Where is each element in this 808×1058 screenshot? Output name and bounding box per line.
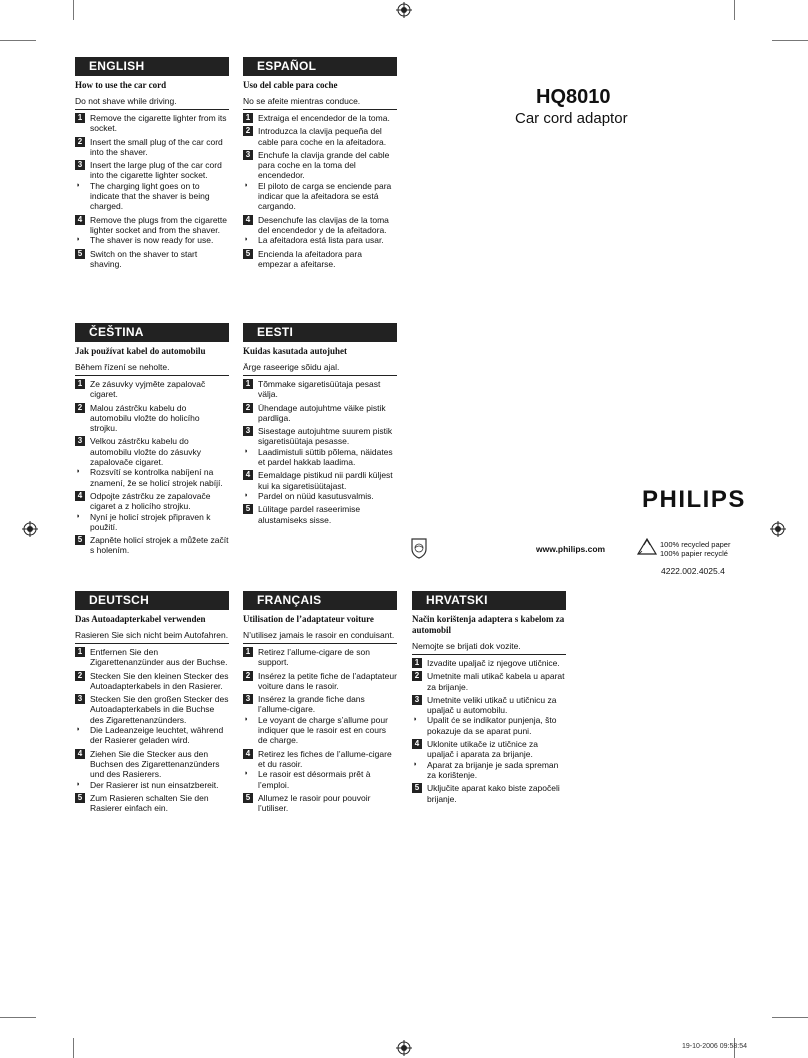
step-number: 5 <box>243 504 253 514</box>
step-number: 4 <box>75 215 85 225</box>
step-item <box>75 215 229 236</box>
result-item <box>243 235 397 245</box>
crop-mark <box>0 1017 36 1018</box>
step-text: Stecken Sie den kleinen Stecker des Autoadapterkabels in den Rasierer. <box>90 670 229 691</box>
step-item <box>243 379 397 400</box>
step-text: Stecken Sie den großen Stecker des Autoadapterkabels in die Buchse des Zigarettenanzünders. <box>90 694 229 725</box>
step-number: 1 <box>243 379 253 389</box>
section-title: ENGLISH <box>75 57 229 76</box>
step-item <box>75 535 229 556</box>
step-number: 4 <box>412 739 422 749</box>
step-number: 4 <box>75 749 85 759</box>
step-number: 1 <box>243 647 253 657</box>
step-number: 3 <box>412 695 422 705</box>
registration-mark-icon <box>396 2 412 18</box>
bullet-icon: ◗ <box>76 726 81 734</box>
section-english <box>75 57 229 269</box>
crop-mark <box>734 0 735 20</box>
step-number: 3 <box>75 436 85 446</box>
section-eesti <box>243 323 397 525</box>
step-text: Enchufe la clavija grande del cable para coche en la toma del encendedor. <box>258 149 390 181</box>
step-item <box>75 137 229 158</box>
model-number: HQ8010 <box>536 86 611 108</box>
step-text: Nyní je holicí strojek připraven k použití. <box>90 511 211 532</box>
result-item <box>243 181 397 212</box>
section-title: FRANÇAIS <box>243 591 397 610</box>
step-item <box>412 695 566 716</box>
step-text: Desenchufe las clavijas de la toma del encendedor y de la afeitadora. <box>258 214 389 235</box>
result-item <box>75 181 229 212</box>
step-item <box>75 436 229 467</box>
step-item <box>243 403 397 424</box>
bullet-icon: ◗ <box>76 236 81 244</box>
section-subtitle: Das Autoadapterkabel verwenden <box>75 614 206 624</box>
recycled-paper-note <box>660 540 730 558</box>
registration-mark-icon <box>22 521 38 537</box>
section-subtitle: Kuidas kasutada autojuhet <box>243 346 348 356</box>
step-item <box>243 249 397 270</box>
step-number: 1 <box>412 658 422 668</box>
step-number: 1 <box>243 113 253 123</box>
crop-mark <box>73 0 74 20</box>
step-text: Der Rasierer ist nun einsatzbereit. <box>90 779 219 790</box>
section-subtitle: Utilisation de l’adaptateur voiture <box>243 614 374 624</box>
step-text: The shaver is now ready for use. <box>90 235 214 246</box>
bullet-icon: ◗ <box>244 236 249 244</box>
step-text: Umetnite mali utikač kabela u aparat za brijanje. <box>427 671 565 692</box>
step-item <box>243 215 397 236</box>
step-text: El piloto de carga se enciende para indicar que la afeitadora se está cargando. <box>258 180 392 212</box>
step-item <box>243 470 397 491</box>
step-number: 1 <box>75 379 85 389</box>
step-number: 1 <box>75 647 85 657</box>
step-number: 5 <box>75 535 85 545</box>
step-number: 3 <box>243 694 253 704</box>
result-item <box>75 725 229 746</box>
step-text: Extraiga el encendedor de la toma. <box>258 113 390 123</box>
document-code: 4222.002.4025.4 <box>661 566 725 576</box>
step-text: Entfernen Sie den Zigarettenanzünder aus der Buchse. <box>90 647 228 668</box>
recycle-icon <box>636 537 658 557</box>
step-number: 2 <box>243 671 253 681</box>
step-text: Retirez l’allume-cigare de son support. <box>258 647 370 668</box>
step-item <box>243 694 397 715</box>
step-text: Remove the plugs from the cigarette lighter socket and from the shaver. <box>90 214 228 235</box>
step-item <box>75 671 229 692</box>
bullet-icon: ◗ <box>244 770 249 778</box>
step-text: Le rasoir est désormais prêt à l’emploi. <box>258 769 371 790</box>
step-item <box>412 739 566 760</box>
section-subtitle: Jak používat kabel do automobilu <box>75 346 206 356</box>
step-number: 2 <box>243 403 253 413</box>
step-item <box>75 113 229 134</box>
step-item <box>75 647 229 668</box>
step-text: Umetnite veliki utikač u utičnicu za upaljač u automobilu. <box>427 694 557 716</box>
step-number: 3 <box>75 694 85 704</box>
result-item <box>243 447 397 468</box>
section-subtitle: How to use the car cord <box>75 80 167 90</box>
section-hrvatski <box>412 591 566 804</box>
bullet-icon: ◗ <box>76 512 81 520</box>
crop-mark <box>772 1017 808 1018</box>
step-text: Tõmmake sigaretisüütaja pesast välja. <box>258 379 381 400</box>
step-text: Laadimistuli süttib põlema, näidates et pardel hakkab laadima. <box>258 446 393 468</box>
step-item <box>243 504 397 525</box>
result-item <box>243 715 397 746</box>
result-item <box>75 512 229 533</box>
step-text: Remove the cigarette lighter from its socket. <box>90 113 227 134</box>
step-number: 2 <box>75 403 85 413</box>
step-item <box>243 749 397 770</box>
step-number: 5 <box>75 793 85 803</box>
step-item <box>243 671 397 692</box>
step-text: Lülitage pardel raseerimise alustamiseks sisse. <box>258 504 361 525</box>
section-subtitle: Uso del cable para coche <box>243 80 338 90</box>
bullet-icon: ◗ <box>244 447 249 455</box>
step-text: La afeitadora está lista para usar. <box>258 235 384 246</box>
step-text: Insert the small plug of the car cord into the shaver. <box>90 136 223 157</box>
step-text: Insérez la grande fiche dans l’allume-cigare. <box>258 694 365 715</box>
step-number: 3 <box>243 426 253 436</box>
result-item <box>412 760 566 781</box>
print-timestamp: 19-10-2006 09:58:54 <box>682 1043 747 1050</box>
section-warning: Rasieren Sie sich nicht beim Autofahren. <box>75 630 229 644</box>
step-text: Zapněte holicí strojek a můžete začít s holením. <box>90 535 229 556</box>
step-item <box>75 379 229 400</box>
step-item <box>75 160 229 181</box>
step-text: Rozsvítí se kontrolka nabíjení na znamení, že se holicí strojek nabíjí. <box>90 467 223 488</box>
section-warning: Během řízení se neholte. <box>75 362 229 376</box>
step-text: Upalit će se indikator punjenja, što pokazuje da se aparat puni. <box>427 715 557 736</box>
bullet-icon: ◗ <box>413 716 418 724</box>
result-item <box>243 769 397 790</box>
recycled-paper-en: 100% recycled paper <box>660 540 731 549</box>
step-number: 5 <box>243 249 253 259</box>
step-text: Pardel on nüüd kasutusvalmis. <box>258 490 374 501</box>
section-warning: Ärge raseerige sõidu ajal. <box>243 362 397 376</box>
step-number: 5 <box>243 793 253 803</box>
bullet-icon: ◗ <box>244 491 249 499</box>
product-name: Car cord adaptor <box>515 110 628 127</box>
result-item <box>75 467 229 488</box>
step-item <box>243 126 397 147</box>
step-text: The charging light goes on to indicate that the shaver is being charged. <box>90 180 210 212</box>
step-text: Zum Rasieren schalten Sie den Rasierer einfach ein. <box>90 792 209 814</box>
step-number: 5 <box>412 783 422 793</box>
step-item <box>75 694 229 725</box>
step-text: Ziehen Sie die Stecker aus den Buchsen des Zigarettenanzünders und des Rasierers. <box>90 748 220 780</box>
step-item <box>243 647 397 668</box>
step-text: Uključite aparat kako biste započeli brijanje. <box>427 783 560 804</box>
website-url[interactable]: www.philips.com <box>536 544 606 554</box>
step-text: Insert the large plug of the car cord into the cigarette lighter socket. <box>90 160 222 181</box>
step-text: Encienda la afeitadora para empezar a afeitarse. <box>258 248 362 269</box>
section-warning: No se afeite mientras conduce. <box>243 96 397 110</box>
registration-mark-icon <box>396 1040 412 1056</box>
step-text: Sisestage autojuhtme suurem pistik sigaretisüütaja pesasse. <box>258 426 393 447</box>
bullet-icon: ◗ <box>76 780 81 788</box>
step-number: 4 <box>243 749 253 759</box>
philips-logo: PHILIPS <box>642 486 746 513</box>
step-item <box>75 749 229 780</box>
step-number: 4 <box>75 491 85 501</box>
section-subtitle: Način korištenja adaptera s kabelom za automobil <box>412 614 565 635</box>
result-item <box>243 491 397 501</box>
bullet-icon: ◗ <box>413 760 418 768</box>
section-francais <box>243 591 397 813</box>
section-cestina <box>75 323 229 556</box>
registration-mark-icon <box>770 521 786 537</box>
step-item <box>75 793 229 814</box>
step-text: Izvadite upaljač iz njegove utičnice. <box>427 658 560 668</box>
step-item <box>243 426 397 447</box>
step-text: Insérez la petite fiche de l’adaptateur voiture dans le rasoir. <box>258 670 397 691</box>
step-text: Switch on the shaver to start shaving. <box>90 248 198 269</box>
section-espanol <box>243 57 397 269</box>
section-title: HRVATSKI <box>412 591 566 610</box>
section-title: EESTI <box>243 323 397 342</box>
step-item <box>412 783 566 804</box>
section-deutsch <box>75 591 229 813</box>
section-title: DEUTSCH <box>75 591 229 610</box>
step-text: Velkou zástrčku kabelu do automobilu vložte do zásuvky zapalovače cigaret. <box>90 436 202 468</box>
crop-mark <box>73 1038 74 1058</box>
step-text: Introduzca la clavija pequeña del cable para coche en la afeitadora. <box>258 126 387 147</box>
step-text: Malou zástrčku kabelu do automobilu vložte do holicího strojku. <box>90 402 200 434</box>
result-item <box>75 235 229 245</box>
step-item <box>75 403 229 434</box>
step-text: Aparat za brijanje je sada spreman za korištenje. <box>427 759 559 780</box>
step-item <box>412 671 566 692</box>
step-number: 2 <box>75 137 85 147</box>
step-text: Odpojte zástrčku ze zapalovače cigaret a z holicího strojku. <box>90 490 211 512</box>
section-title: ČEŠTINA <box>75 323 229 342</box>
step-number: 4 <box>243 470 253 480</box>
step-item <box>75 491 229 512</box>
crop-mark <box>772 40 808 41</box>
step-number: 1 <box>75 113 85 123</box>
step-number: 3 <box>243 150 253 160</box>
step-number: 2 <box>75 671 85 681</box>
recycled-paper-fr: 100% papier recyclé <box>660 549 728 558</box>
step-number: 4 <box>243 215 253 225</box>
step-number: 5 <box>75 249 85 259</box>
bullet-icon: ◗ <box>76 181 81 189</box>
step-number: 3 <box>75 160 85 170</box>
step-item <box>243 113 397 123</box>
crop-mark <box>0 40 36 41</box>
step-text: Ühendage autojuhtme väike pistik pardliga. <box>258 402 386 423</box>
result-item <box>412 715 566 736</box>
step-text: Allumez le rasoir pour pouvoir l’utiliser. <box>258 792 371 814</box>
philips-shield-icon <box>410 537 428 559</box>
step-text: Uklonite utikače iz utičnice za upaljač i aparata za brijanje. <box>427 739 539 760</box>
bullet-icon: ◗ <box>244 715 249 723</box>
step-number: 2 <box>412 671 422 681</box>
step-item <box>243 150 397 181</box>
step-text: Die Ladeanzeige leuchtet, während der Rasierer geladen wird. <box>90 725 224 746</box>
step-item <box>75 249 229 270</box>
result-item <box>75 780 229 790</box>
step-text: Eemaldage pistikud nii pardli küljest kui ka sigaretisüütajast. <box>258 470 393 491</box>
step-text: Ze zásuvky vyjměte zapalovač cigaret. <box>90 379 206 400</box>
step-text: Le voyant de charge s’allume pour indiquer que le rasoir est en cours de charge. <box>258 714 388 746</box>
bullet-icon: ◗ <box>76 468 81 476</box>
section-warning: Nemojte se brijati dok vozite. <box>412 641 566 655</box>
section-warning: Do not shave while driving. <box>75 96 229 110</box>
section-warning: N’utilisez jamais le rasoir en conduisant. <box>243 630 397 644</box>
step-item <box>243 793 397 814</box>
section-title: ESPAÑOL <box>243 57 397 76</box>
bullet-icon: ◗ <box>244 181 249 189</box>
step-item <box>412 658 566 668</box>
step-text: Retirez les fiches de l’allume-cigare et du rasoir. <box>258 748 392 769</box>
step-number: 2 <box>243 126 253 136</box>
